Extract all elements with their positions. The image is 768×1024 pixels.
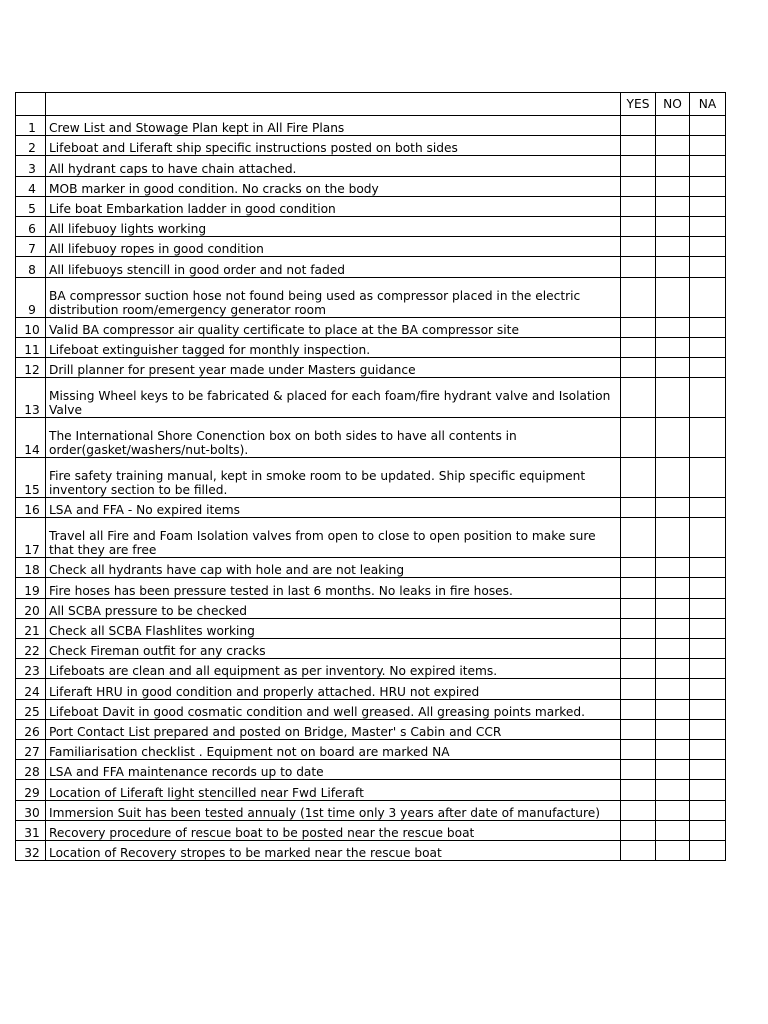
- row-number: 20: [16, 598, 46, 618]
- no-checkbox-cell[interactable]: [656, 820, 690, 840]
- no-checkbox-cell[interactable]: [656, 800, 690, 820]
- no-checkbox-cell[interactable]: [656, 739, 690, 759]
- na-checkbox-cell[interactable]: [690, 558, 726, 578]
- yes-checkbox-cell[interactable]: [621, 760, 656, 780]
- no-checkbox-cell[interactable]: [656, 458, 690, 498]
- yes-checkbox-cell[interactable]: [621, 337, 656, 357]
- table-row: [16, 558, 726, 578]
- row-number: 13: [16, 378, 46, 418]
- yes-checkbox-cell[interactable]: [621, 116, 656, 136]
- na-checkbox-cell[interactable]: [690, 156, 726, 176]
- row-number: 6: [16, 216, 46, 236]
- row-description: The International Shore Conenction box on both sides to have all contents in order(gasket/washers/nut-bolts).: [46, 418, 621, 458]
- row-description: Check Fireman outfit for any cracks: [46, 639, 621, 659]
- header-yes: YES: [621, 93, 656, 116]
- na-checkbox-cell[interactable]: [690, 598, 726, 618]
- row-description: Familiarisation checklist . Equipment not on board are marked NA: [46, 739, 621, 759]
- no-checkbox-cell[interactable]: [656, 840, 690, 860]
- row-description: Lifeboat Davit in good cosmatic condition and well greased. All greasing points marked.: [46, 699, 621, 719]
- table-row: [16, 458, 726, 498]
- row-description: LSA and FFA maintenance records up to date: [46, 760, 621, 780]
- yes-checkbox-cell[interactable]: [621, 176, 656, 196]
- table-row: [16, 659, 726, 679]
- na-checkbox-cell[interactable]: [690, 357, 726, 377]
- row-number: 14: [16, 418, 46, 458]
- no-checkbox-cell[interactable]: [656, 337, 690, 357]
- yes-checkbox-cell[interactable]: [621, 317, 656, 337]
- no-checkbox-cell[interactable]: [656, 780, 690, 800]
- row-description: Lifeboats are clean and all equipment as per inventory. No expired items.: [46, 659, 621, 679]
- table-row: [16, 176, 726, 196]
- yes-checkbox-cell[interactable]: [621, 216, 656, 236]
- row-number: 27: [16, 739, 46, 759]
- yes-checkbox-cell[interactable]: [621, 156, 656, 176]
- no-checkbox-cell[interactable]: [656, 639, 690, 659]
- no-checkbox-cell[interactable]: [656, 618, 690, 638]
- no-checkbox-cell[interactable]: [656, 378, 690, 418]
- table-row: [16, 317, 726, 337]
- na-checkbox-cell[interactable]: [690, 277, 726, 317]
- no-checkbox-cell[interactable]: [656, 578, 690, 598]
- row-number: 21: [16, 618, 46, 638]
- yes-checkbox-cell[interactable]: [621, 418, 656, 458]
- yes-checkbox-cell[interactable]: [621, 719, 656, 739]
- row-number: 7: [16, 237, 46, 257]
- row-number: 16: [16, 498, 46, 518]
- yes-checkbox-cell[interactable]: [621, 558, 656, 578]
- table-row: [16, 116, 726, 136]
- checklist-table: [15, 92, 726, 861]
- table-row: [16, 498, 726, 518]
- row-description: Missing Wheel keys to be fabricated & placed for each foam/fire hydrant valve and Isolation Valve: [46, 378, 621, 418]
- row-description: Lifeboat and Liferaft ship specific instructions posted on both sides: [46, 136, 621, 156]
- row-number: 23: [16, 659, 46, 679]
- na-checkbox-cell[interactable]: [690, 176, 726, 196]
- header-number-cell: [16, 93, 46, 116]
- row-description: Location of Recovery stropes to be marked near the rescue boat: [46, 840, 621, 860]
- row-number: 30: [16, 800, 46, 820]
- na-checkbox-cell[interactable]: [690, 498, 726, 518]
- na-checkbox-cell[interactable]: [690, 378, 726, 418]
- row-description: All lifebuoys stencill in good order and not faded: [46, 257, 621, 277]
- yes-checkbox-cell[interactable]: [621, 237, 656, 257]
- yes-checkbox-cell[interactable]: [621, 277, 656, 317]
- table-row: [16, 196, 726, 216]
- row-number: 12: [16, 357, 46, 377]
- table-row: [16, 618, 726, 638]
- row-description: All lifebuoy lights working: [46, 216, 621, 236]
- row-number: 5: [16, 196, 46, 216]
- table-row: [16, 136, 726, 156]
- na-checkbox-cell[interactable]: [690, 317, 726, 337]
- na-checkbox-cell[interactable]: [690, 760, 726, 780]
- na-checkbox-cell[interactable]: [690, 639, 726, 659]
- na-checkbox-cell[interactable]: [690, 719, 726, 739]
- table-row: [16, 598, 726, 618]
- yes-checkbox-cell[interactable]: [621, 357, 656, 377]
- row-number: 1: [16, 116, 46, 136]
- no-checkbox-cell[interactable]: [656, 176, 690, 196]
- no-checkbox-cell[interactable]: [656, 518, 690, 558]
- row-description: All lifebuoy ropes in good condition: [46, 237, 621, 257]
- yes-checkbox-cell[interactable]: [621, 780, 656, 800]
- row-description: All SCBA pressure to be checked: [46, 598, 621, 618]
- yes-checkbox-cell[interactable]: [621, 618, 656, 638]
- na-checkbox-cell[interactable]: [690, 780, 726, 800]
- yes-checkbox-cell[interactable]: [621, 378, 656, 418]
- no-checkbox-cell[interactable]: [656, 277, 690, 317]
- table-row: [16, 257, 726, 277]
- table-row: [16, 739, 726, 759]
- table-row: [16, 216, 726, 236]
- row-number: 25: [16, 699, 46, 719]
- table-row: [16, 639, 726, 659]
- na-checkbox-cell[interactable]: [690, 116, 726, 136]
- row-description: Check all hydrants have cap with hole and are not leaking: [46, 558, 621, 578]
- na-checkbox-cell[interactable]: [690, 578, 726, 598]
- row-description: Fire hoses has been pressure tested in last 6 months. No leaks in fire hoses.: [46, 578, 621, 598]
- no-checkbox-cell[interactable]: [656, 317, 690, 337]
- na-checkbox-cell[interactable]: [690, 196, 726, 216]
- yes-checkbox-cell[interactable]: [621, 598, 656, 618]
- na-checkbox-cell[interactable]: [690, 820, 726, 840]
- na-checkbox-cell[interactable]: [690, 216, 726, 236]
- row-number: 10: [16, 317, 46, 337]
- table-row: [16, 760, 726, 780]
- table-row: [16, 156, 726, 176]
- no-checkbox-cell[interactable]: [656, 136, 690, 156]
- table-row: [16, 418, 726, 458]
- row-description: Drill planner for present year made under Masters guidance: [46, 357, 621, 377]
- no-checkbox-cell[interactable]: [656, 216, 690, 236]
- row-number: 8: [16, 257, 46, 277]
- no-checkbox-cell[interactable]: [656, 418, 690, 458]
- yes-checkbox-cell[interactable]: [621, 498, 656, 518]
- yes-checkbox-cell[interactable]: [621, 136, 656, 156]
- yes-checkbox-cell[interactable]: [621, 659, 656, 679]
- na-checkbox-cell[interactable]: [690, 840, 726, 860]
- row-description: Fire safety training manual, kept in smoke room to be updated. Ship specific equipment inventory section to be filled.: [46, 458, 621, 498]
- row-description: LSA and FFA - No expired items: [46, 498, 621, 518]
- yes-checkbox-cell[interactable]: [621, 840, 656, 860]
- no-checkbox-cell[interactable]: [656, 498, 690, 518]
- row-description: All hydrant caps to have chain attached.: [46, 156, 621, 176]
- header-row: [16, 93, 726, 116]
- yes-checkbox-cell[interactable]: [621, 679, 656, 699]
- yes-checkbox-cell[interactable]: [621, 800, 656, 820]
- table-row: [16, 719, 726, 739]
- row-description: MOB marker in good condition. No cracks on the body: [46, 176, 621, 196]
- table-row: [16, 578, 726, 598]
- no-checkbox-cell[interactable]: [656, 558, 690, 578]
- table-row: [16, 840, 726, 860]
- no-checkbox-cell[interactable]: [656, 156, 690, 176]
- row-description: Valid BA compressor air quality certificate to place at the BA compressor site: [46, 317, 621, 337]
- row-number: 29: [16, 780, 46, 800]
- table-row: [16, 357, 726, 377]
- na-checkbox-cell[interactable]: [690, 337, 726, 357]
- yes-checkbox-cell[interactable]: [621, 739, 656, 759]
- na-checkbox-cell[interactable]: [690, 679, 726, 699]
- row-number: 32: [16, 840, 46, 860]
- table-row: [16, 800, 726, 820]
- table-row: [16, 780, 726, 800]
- yes-checkbox-cell[interactable]: [621, 257, 656, 277]
- row-number: 31: [16, 820, 46, 840]
- yes-checkbox-cell[interactable]: [621, 578, 656, 598]
- row-number: 11: [16, 337, 46, 357]
- yes-checkbox-cell[interactable]: [621, 458, 656, 498]
- table-row: [16, 679, 726, 699]
- no-checkbox-cell[interactable]: [656, 196, 690, 216]
- na-checkbox-cell[interactable]: [690, 800, 726, 820]
- na-checkbox-cell[interactable]: [690, 136, 726, 156]
- table-row: [16, 699, 726, 719]
- yes-checkbox-cell[interactable]: [621, 699, 656, 719]
- no-checkbox-cell[interactable]: [656, 659, 690, 679]
- no-checkbox-cell[interactable]: [656, 679, 690, 699]
- na-checkbox-cell[interactable]: [690, 518, 726, 558]
- no-checkbox-cell[interactable]: [656, 357, 690, 377]
- yes-checkbox-cell[interactable]: [621, 518, 656, 558]
- table-row: [16, 378, 726, 418]
- header-na: NA: [690, 93, 726, 116]
- row-description: Location of Liferaft light stencilled near Fwd Liferaft: [46, 780, 621, 800]
- no-checkbox-cell[interactable]: [656, 699, 690, 719]
- na-checkbox-cell[interactable]: [690, 659, 726, 679]
- row-description: Crew List and Stowage Plan kept in All Fire Plans: [46, 116, 621, 136]
- row-number: 17: [16, 518, 46, 558]
- row-description: Port Contact List prepared and posted on Bridge, Master' s Cabin and CCR: [46, 719, 621, 739]
- no-checkbox-cell[interactable]: [656, 598, 690, 618]
- na-checkbox-cell[interactable]: [690, 418, 726, 458]
- yes-checkbox-cell[interactable]: [621, 196, 656, 216]
- row-number: 18: [16, 558, 46, 578]
- row-number: 15: [16, 458, 46, 498]
- header-no: NO: [656, 93, 690, 116]
- row-number: 26: [16, 719, 46, 739]
- row-description: Recovery procedure of rescue boat to be posted near the rescue boat: [46, 820, 621, 840]
- row-description: Lifeboat extinguisher tagged for monthly inspection.: [46, 337, 621, 357]
- table-row: [16, 237, 726, 257]
- table-row: [16, 820, 726, 840]
- yes-checkbox-cell[interactable]: [621, 820, 656, 840]
- no-checkbox-cell[interactable]: [656, 237, 690, 257]
- row-number: 28: [16, 760, 46, 780]
- table-row: [16, 518, 726, 558]
- no-checkbox-cell[interactable]: [656, 116, 690, 136]
- row-description: BA compressor suction hose not found being used as compressor placed in the electric distribution room/emergency generator room: [46, 277, 621, 317]
- na-checkbox-cell[interactable]: [690, 739, 726, 759]
- no-checkbox-cell[interactable]: [656, 257, 690, 277]
- header-item-cell: [46, 93, 621, 116]
- no-checkbox-cell[interactable]: [656, 719, 690, 739]
- na-checkbox-cell[interactable]: [690, 257, 726, 277]
- na-checkbox-cell[interactable]: [690, 458, 726, 498]
- row-description: Immersion Suit has been tested annualy (1st time only 3 years after date of manufacture): [46, 800, 621, 820]
- no-checkbox-cell[interactable]: [656, 760, 690, 780]
- row-number: 4: [16, 176, 46, 196]
- na-checkbox-cell[interactable]: [690, 237, 726, 257]
- row-number: 22: [16, 639, 46, 659]
- na-checkbox-cell[interactable]: [690, 699, 726, 719]
- yes-checkbox-cell[interactable]: [621, 639, 656, 659]
- table-row: [16, 277, 726, 317]
- row-number: 2: [16, 136, 46, 156]
- row-number: 9: [16, 277, 46, 317]
- row-description: Liferaft HRU in good condition and properly attached. HRU not expired: [46, 679, 621, 699]
- row-number: 3: [16, 156, 46, 176]
- row-number: 24: [16, 679, 46, 699]
- table-row: [16, 337, 726, 357]
- row-number: 19: [16, 578, 46, 598]
- row-description: Travel all Fire and Foam Isolation valves from open to close to open position to make sure that they are free: [46, 518, 621, 558]
- row-description: Check all SCBA Flashlites working: [46, 618, 621, 638]
- na-checkbox-cell[interactable]: [690, 618, 726, 638]
- row-description: Life boat Embarkation ladder in good condition: [46, 196, 621, 216]
